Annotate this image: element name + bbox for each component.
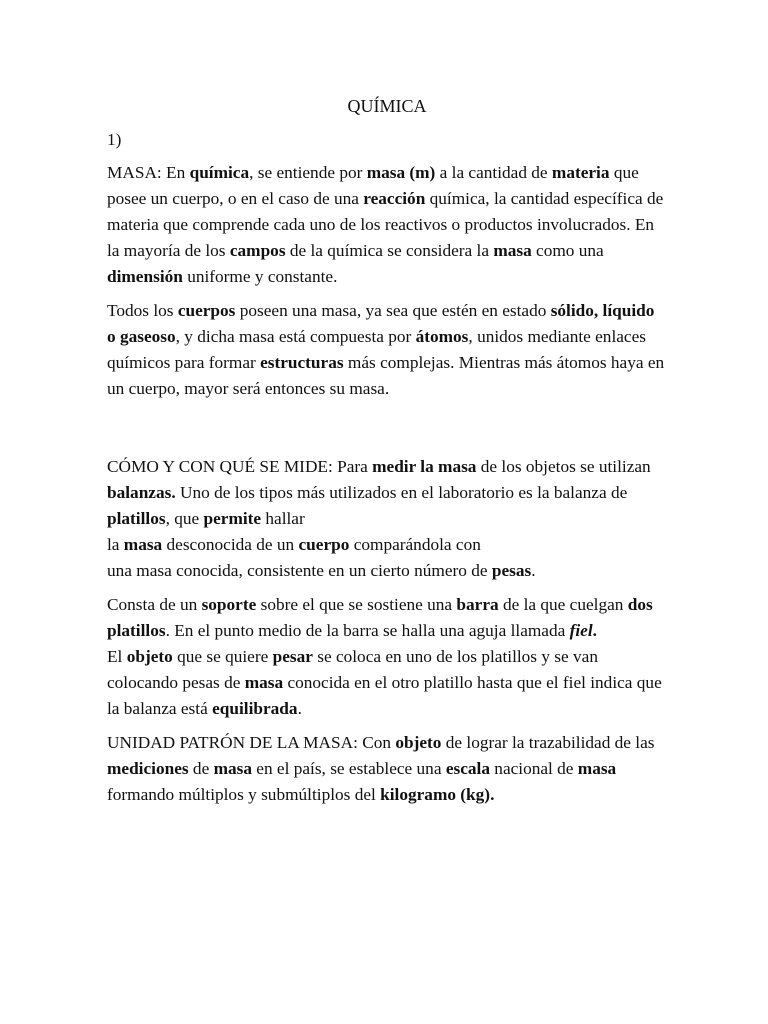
paragraph-consta: Consta de un soporte sobre el que se sostiene una barra de la que cuelgan dos platillos. En el punto medio de la barra se halla una aguja llamada fiel. [107, 595, 653, 640]
paragraph-cuerpos: Todos los cuerpos poseen una masa, ya sea que estén en estado sólido, líquido o gaseoso, y dicha masa está compuesta por átomos, unidos mediante enlaces químicos para formar estructuras más complejas. Mientras más átomos haya en un cuerpo, mayor será entonces su masa. [107, 301, 665, 398]
paragraph-como-se-mide: CÓMO Y CON QUÉ SE MIDE: Para medir la masa de los objetos se utilizan balanzas. Uno de los tipos más utilizados en el laboratorio es la balanza de platillos, que permite hallar la masa desconocida de un cuerpo comparándola con una masa conocida, consistente en un cierto número de pesas. [107, 457, 651, 580]
paragraph-masa-definition: MASA: En química, se entiende por masa (m) a la cantidad de materia que posee un cuerpo, o en el caso de una reacción química, la cantidad específica de materia que comprende cada uno de los reactivos o productos involucrados. En la mayoría de los campos de la química se considera la masa como una dimensión uniforme y constante. [107, 163, 664, 286]
document-title: QUÍMICA [347, 96, 427, 116]
document-page [107, 91, 667, 816]
paragraph-unidad-patron: UNIDAD PATRÓN DE LA MASA: Con objeto de lograr la trazabilidad de las mediciones de masa en el país, se establece una escala nacional de masa formando múltiplos y submúltiplos del kilogramo (kg). [107, 733, 655, 804]
paragraph-objeto: El objeto que se quiere pesar se coloca en uno de los platillos y se van colocando pesas de masa conocida en el otro platillo hasta que el fiel indica que la balanza está equilibrada. [107, 647, 662, 718]
section-number: 1) [107, 130, 122, 149]
blank-gap [107, 410, 667, 454]
